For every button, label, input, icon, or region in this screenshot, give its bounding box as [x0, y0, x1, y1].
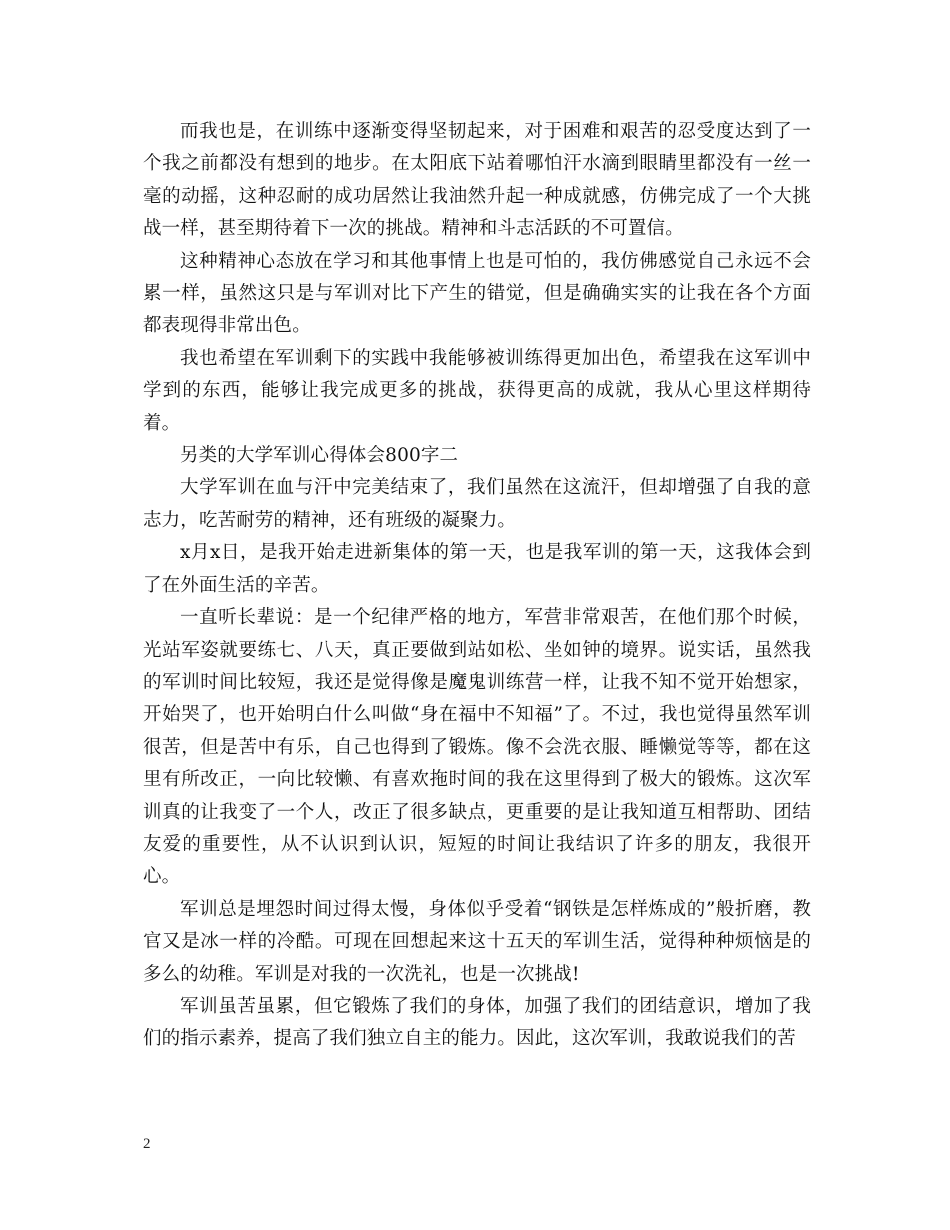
document-body	[143, 116, 811, 1056]
paragraph-3: 我也希望在军训剩下的实践中我能够被训练得更加出色，希望我在这军训中学到的东西，能够让我完成更多的挑战，获得更高的成就，我从心里这样期待着。	[143, 347, 811, 434]
paragraph-7: 一直听长辈说：是一个纪律严格的地方，军营非常艰苦，在他们那个时候，光站军姿就要练七、八天，真正要做到站如松、坐如钟的境界。说实话，虽然我的军训时间比较短，我还是觉得像是魔鬼训练营一样，让我不知不觉开始想家，开始哭了，也开始明白什么叫做“身在福中不知福”了。不过，我也觉得虽然军训很苦，但是苦中有乐，自己也得到了锻炼。像不会洗衣服、睡懒觉等等，都在这里有所改正，一向比较懒、有喜欢拖时间的我在这里得到了极大的锻炼。这次军训真的让我变了一个人，改正了很多缺点，更重要的是让我知道互相帮助、团结友爱的重要性，从不认识到认识，短短的时间让我结识了许多的朋友，我很开心。	[143, 607, 811, 888]
page-number: 2	[143, 1136, 151, 1152]
paragraph-8: 军训总是埋怨时间过得太慢，身体似乎受着“钢铁是怎样炼成的”般折磨，教官又是冰一样的冷酷。可现在回想起来这十五天的军训生活，觉得种种烦恼是的多么的幼稚。军训是对我的一次洗礼，也是一次挑战!	[143, 898, 811, 985]
paragraph-9: 军训虽苦虽累，但它锻炼了我们的身体，加强了我们的团结意识，增加了我们的指示素养，提高了我们独立自主的能力。因此，这次军训，我敢说我们的苦	[143, 995, 811, 1050]
paragraph-2: 这种精神心态放在学习和其他事情上也是可怕的，我仿佛感觉自己永远不会累一样，虽然这只是与军训对比下产生的错觉，但是确确实实的让我在各个方面都表现得非常出色。	[143, 250, 811, 337]
paragraph-6: x月x日，是我开始走进新集体的第一天，也是我军训的第一天，这我体会到了在外面生活的辛苦。	[143, 542, 811, 596]
paragraph-5: 大学军训在血与汗中完美结束了，我们虽然在这流汗，但却增强了自我的意志力，吃苦耐劳的精神，还有班级的凝聚力。	[143, 477, 811, 531]
paragraph-1: 而我也是，在训练中逐渐变得坚韧起来，对于困难和艰苦的忍受度达到了一个我之前都没有想到的地步。在太阳底下站着哪怕汗水滴到眼睛里都没有一丝一毫的动摇，这种忍耐的成功居然让我油然升起一种成就感，仿佛完成了一个大挑战一样，甚至期待着下一次的挑战。精神和斗志活跃的不可置信。	[143, 121, 811, 240]
section-heading: 另类的大学军训心得体会800字二	[180, 445, 459, 467]
